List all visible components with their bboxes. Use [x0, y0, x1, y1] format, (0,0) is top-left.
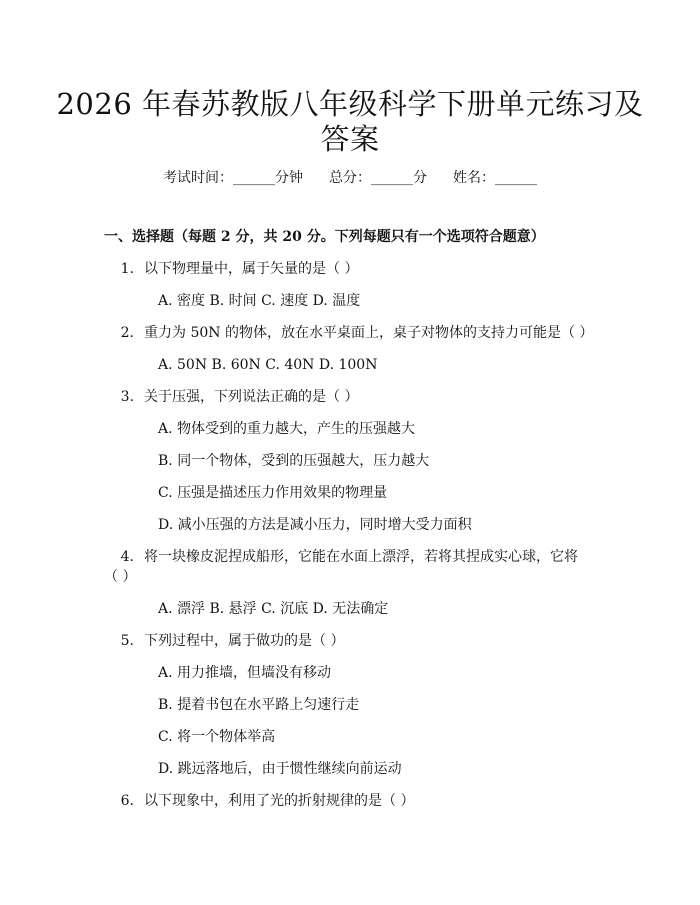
question-5-option-b: B. 提着书包在水平路上匀速行走: [158, 697, 360, 713]
exam-time-field: 考试时间：______分钟: [163, 170, 303, 186]
question-3-option-b: B. 同一个物体，受到的压强越大，压力越大: [158, 453, 430, 469]
question-text: 以下现象中，利用了光的折射规律的是（ ）: [144, 793, 415, 809]
question-5-option-d: D. 跳远落地后，由于惯性继续向前运动: [158, 761, 402, 777]
question-3-option-c: C. 压强是描述压力作用效果的物理量: [158, 485, 388, 501]
question-1-options: A. 密度 B. 时间 C. 速度 D. 温度: [158, 293, 361, 309]
question-number: 5.: [120, 633, 134, 649]
question-number: 3.: [120, 389, 134, 405]
question-number: 2.: [120, 325, 134, 341]
question-3-option-d: D. 减小压强的方法是减小压力，同时增大受力面积: [158, 517, 472, 533]
question-text: 重力为 50N 的物体，放在水平桌面上，桌子对物体的支持力可能是（ ）: [144, 325, 594, 341]
question-5-option-a: A. 用力推墙，但墙没有移动: [158, 665, 332, 681]
question-number: 4.: [120, 549, 134, 565]
question-number: 6.: [120, 793, 134, 809]
question-2-options: A. 50N B. 60N C. 40N D. 100N: [158, 357, 378, 373]
page-title-line-1: 2026 年春苏教版八年级科学下册单元练习及: [56, 87, 644, 121]
question-text: 下列过程中，属于做功的是（ ）: [144, 633, 345, 649]
question-text: 将一块橡皮泥捏成船形，它能在水面上漂浮，若将其捏成实心球，它将: [144, 549, 578, 565]
exam-meta: [0, 168, 700, 188]
question-5-option-c: C. 将一个物体举高: [158, 729, 276, 745]
page-title-line-2: 答案: [320, 122, 380, 156]
question-4-text-continued: （ ）: [104, 569, 137, 585]
section-heading-choice: 一、选择题（每题 2 分，共 20 分。下列每题只有一个选项符合题意）: [104, 229, 545, 245]
question-number: 1.: [120, 261, 134, 277]
question-4-options: A. 漂浮 B. 悬浮 C. 沉底 D. 无法确定: [158, 601, 389, 617]
total-score-field: 总分：______分: [329, 170, 427, 186]
question-text: 以下物理量中，属于矢量的是（ ）: [144, 261, 359, 277]
question-text: 关于压强，下列说法正确的是（ ）: [144, 389, 359, 405]
student-name-field: 姓名：______: [453, 170, 537, 186]
question-3-option-a: A. 物体受到的重力越大，产生的压强越大: [158, 421, 416, 437]
